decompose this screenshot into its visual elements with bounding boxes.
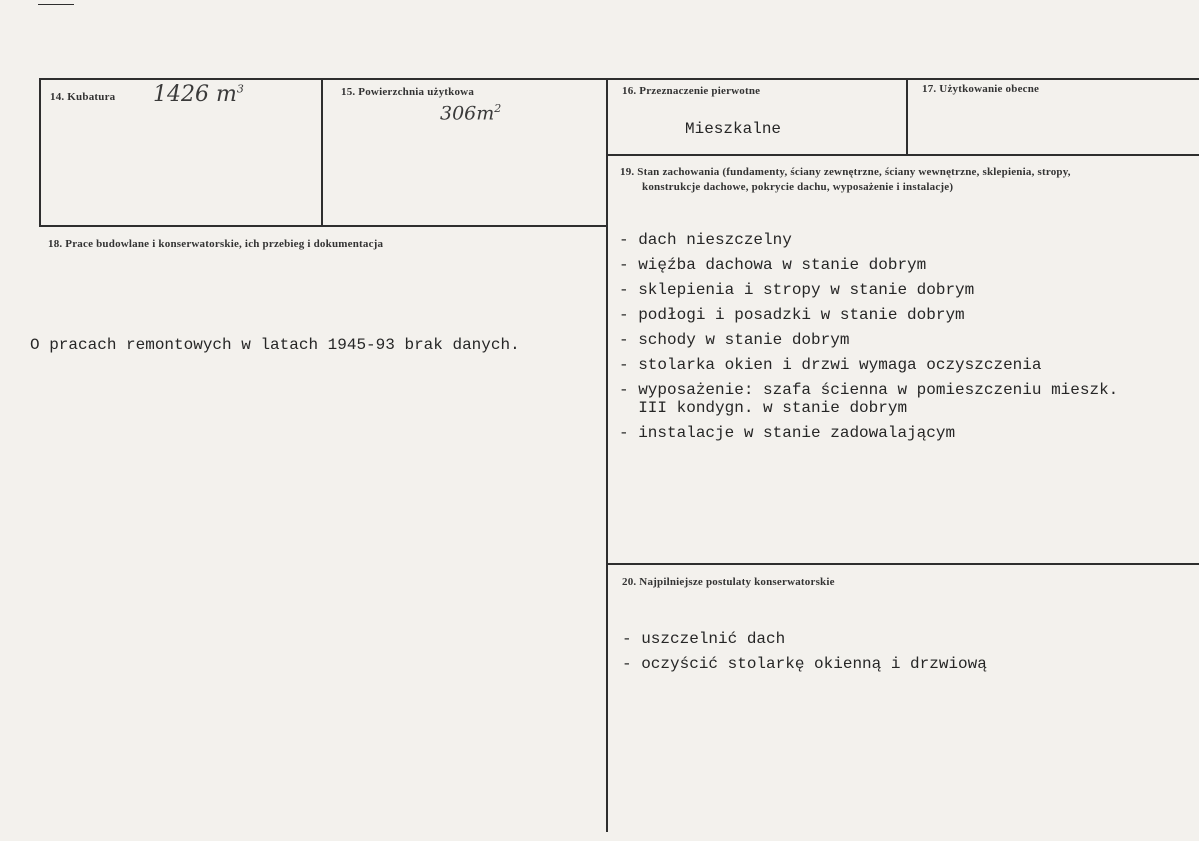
divider-main (606, 78, 608, 832)
row-14-bottom (40, 225, 607, 227)
powierzchnia-unit-exponent: 2 (494, 102, 502, 115)
prace-value: O pracach remontowych w latach 1945-93 brak danych. (30, 336, 520, 354)
divider-14-15 (321, 78, 323, 227)
stan-item-roof: - dach nieszczelny (619, 231, 792, 249)
stan-item-truss: - więźba dachowa w stanie dobrym (619, 256, 927, 274)
stan-item-installations: - instalacje w stanie zadowalającym (619, 424, 956, 442)
powierzchnia-value (440, 102, 501, 124)
postulaty-label: 20. Najpilniejsze postulaty konserwatorskie (622, 576, 835, 588)
postulaty-list (622, 627, 987, 677)
divider-16-17 (906, 78, 908, 155)
stan-item-vaults: - sklepienia i stropy w stanie dobrym (619, 281, 975, 299)
stan-item-joinery: - stolarka okien i drzwi wymaga oczyszczenia (619, 356, 1042, 374)
stan-label-line2: konstrukcje dachowe, pokrycie dachu, wyposażenie i instalacje) (642, 181, 954, 193)
stan-item-furnishing: - wyposażenie: szafa ścienna w pomieszczeniu mieszk. III kondygn. w stanie dobrym (619, 381, 1119, 417)
kubatura-value (153, 82, 244, 107)
prace-label: 18. Prace budowlane i konserwatorskie, ich przebieg i dokumentacja (48, 238, 384, 250)
stan-list (619, 228, 1118, 446)
powierzchnia-number: 306m (440, 102, 495, 125)
row-19-bottom (607, 563, 1199, 565)
postulat-item-seal-roof: - uszczelnić dach (622, 630, 786, 648)
uzytkowanie-label: 17. Użytkowanie obecne (922, 83, 1040, 95)
przeznaczenie-value: Mieszkalne (685, 120, 782, 138)
kubatura-unit-exponent: 3 (236, 82, 244, 96)
left-border (39, 78, 41, 227)
powierzchnia-label: 15. Powierzchnia użytkowa (341, 86, 475, 98)
stan-item-stairs: - schody w stanie dobrym (619, 331, 850, 349)
stan-label-line1: 19. Stan zachowania (fundamenty, ściany zewnętrzne, ściany wewnętrzne, sklepienia, stropy, (620, 166, 1071, 178)
stan-item-floors: - podłogi i posadzki w stanie dobrym (619, 306, 965, 324)
przeznaczenie-label: 16. Przeznaczenie pierwotne (622, 85, 761, 97)
row-16-bottom (607, 154, 1199, 156)
top-border (40, 78, 1199, 80)
kubatura-number: 1426 m (153, 82, 237, 107)
top-mark (38, 4, 74, 5)
kubatura-label: 14. Kubatura (50, 91, 116, 103)
postulat-item-clean-joinery: - oczyścić stolarkę okienną i drzwiową (622, 655, 987, 673)
